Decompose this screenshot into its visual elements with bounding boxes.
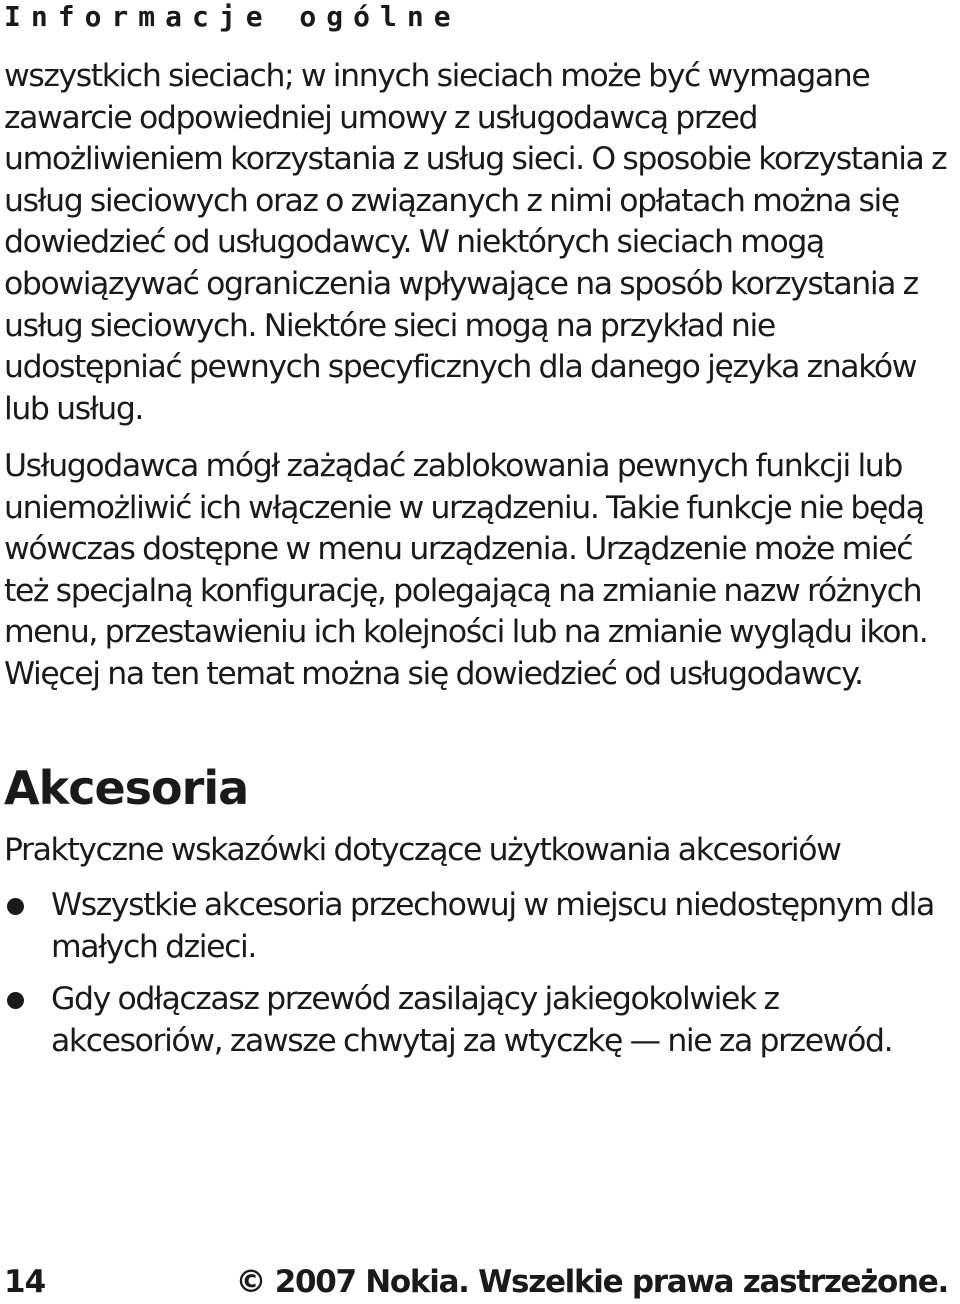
body-paragraph-provider-restrictions: Usługodawca mógł zażądać zablokowania pewnych funkcji lub uniemożliwić ich włączenie w urządzeniu. Takie funkcje nie będą wówczas dostępne w menu urządzenia. Urządzenie może mieć też specjalną konfigurację, polegającą na zmianie nazw różnych menu, przestawieniu ich kolejności lub na zmianie wyglądu ikon. Więcej na ten temat można się dowiedzieć od usługodawcy. xyxy=(4,448,928,692)
bullet-list xyxy=(0,885,950,1073)
copyright-notice: © 2007 Nokia. Wszelkie prawa zastrzeżone. xyxy=(235,1264,948,1300)
list-item-text: Gdy odłączasz przewód zasilający jakiegokolwiek z akcesoriów, zawsze chwytaj za wtyczkę — nie za przewód. xyxy=(51,981,893,1059)
bullet-icon xyxy=(7,992,24,1009)
list-item xyxy=(0,885,950,968)
list-item xyxy=(0,979,950,1062)
section-subheading: Praktyczne wskazówki dotyczące użytkowania akcesoriów xyxy=(4,832,841,868)
page-number: 14 xyxy=(4,1264,46,1300)
body-paragraph-network-services: wszystkich sieciach; w innych sieciach może być wymagane zawarcie odpowiedniej umowy z usługodawcą przed umożliwieniem korzystania z usług sieci. O sposobie korzystania z usług sieciowych oraz o związanych z nimi opłatach można się dowiedzieć od usługodawcy. W niektórych sieciach mogą obowiązywać ograniczenia wpływające na sposób korzystania z usług sieciowych. Niektóre sieci mogą na przykład nie udostępniać pewnych specyficznych dla danego języka znaków lub usług. xyxy=(4,58,947,427)
bullet-icon xyxy=(7,898,24,915)
running-header: Informacje ogólne xyxy=(4,0,461,33)
section-heading-accessories: Akcesoria xyxy=(4,761,249,815)
list-item-text: Wszystkie akcesoria przechowuj w miejscu niedostępnym dla małych dzieci. xyxy=(51,887,934,965)
